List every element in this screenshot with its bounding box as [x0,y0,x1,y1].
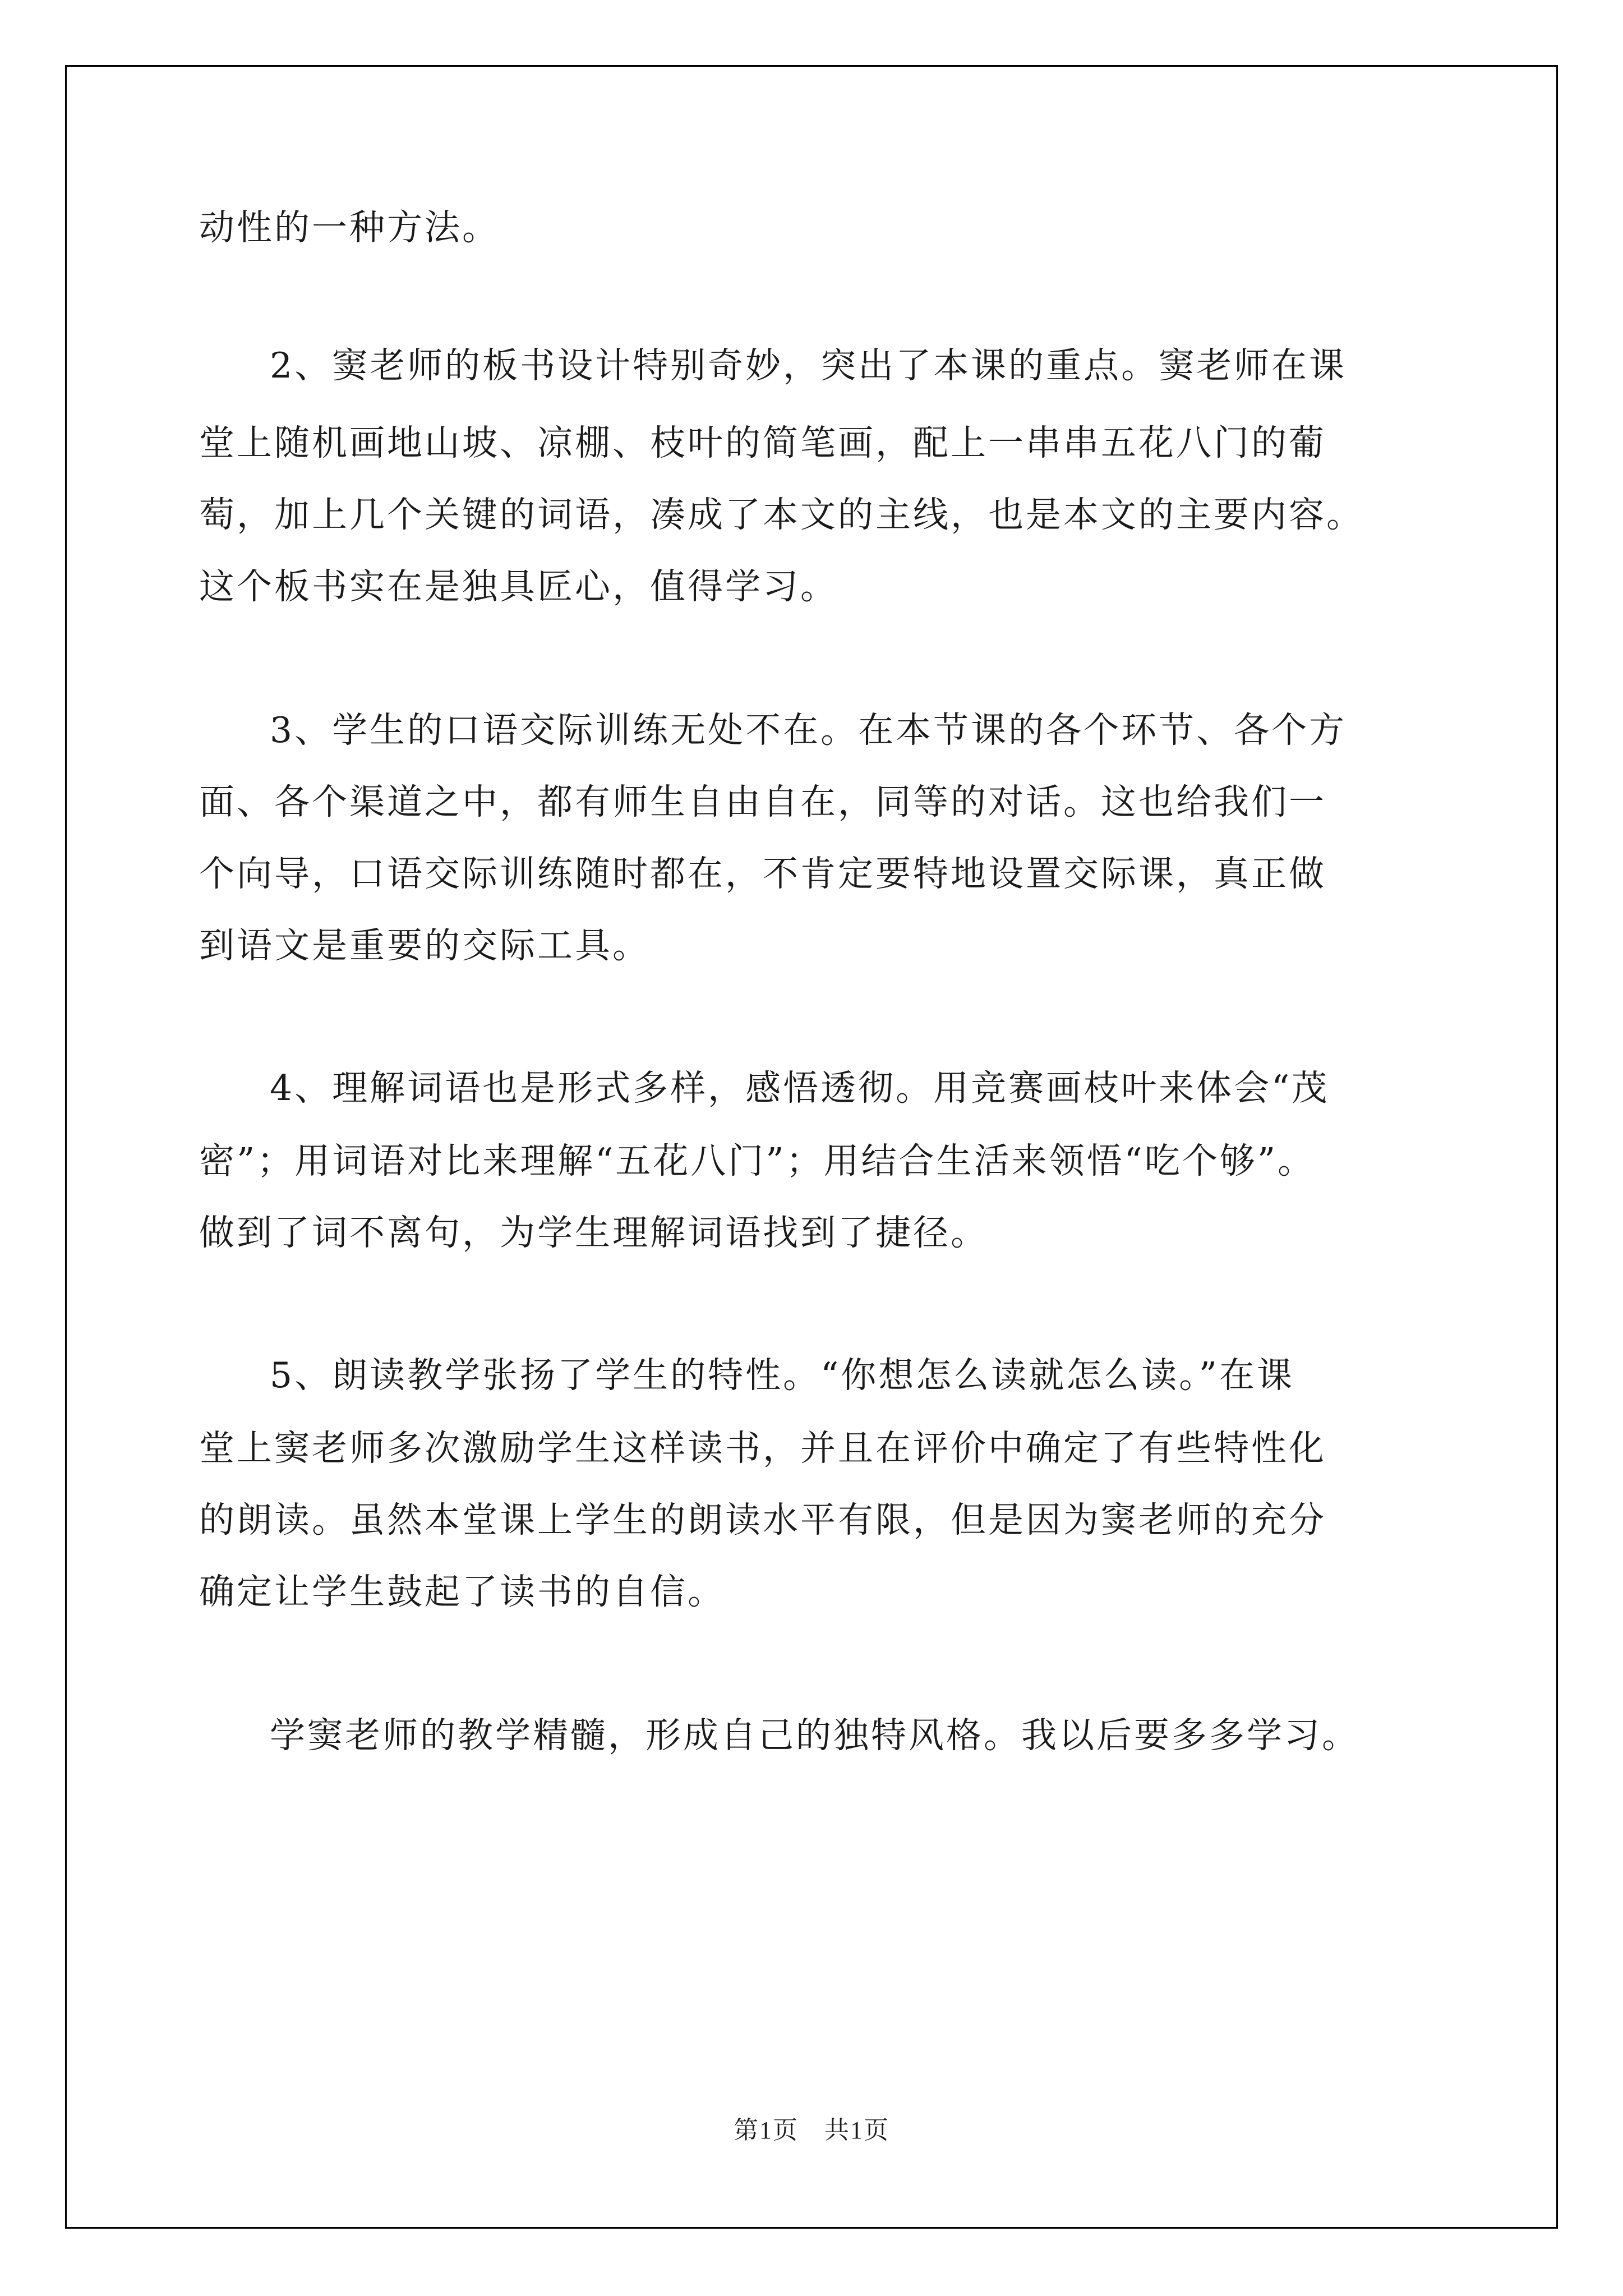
paragraph-line: 的朗读。虽然本堂课上学生的朗读水平有限，但是因为窦老师的充分 [199,1499,1326,1540]
paragraph-line: 这个板书实在是独具匠心，值得学习。 [199,566,838,607]
paragraph-line: 到语文是重要的交际工具。 [199,925,650,966]
paragraph-line: 密”；用词语对比来理解“五花八门”；用结合生活来领悟“吃个够”。 [199,1140,1316,1181]
paragraph-line: 4、理解词语也是形式多样，感悟透彻。用竞赛画枝叶来体会“茂 [270,1068,1330,1108]
paragraph-line: 动性的一种方法。 [199,207,500,248]
paragraph-line: 3、学生的口语交际训练无处不在。在本节课的各个环节、各个方 [270,710,1347,751]
paragraph-line: 萄，加上几个关键的词语，凑成了本文的主线，也是本文的主要内容。 [199,494,1364,535]
paragraph-line: 确定让学生鼓起了读书的自信。 [199,1571,725,1612]
paragraph-line: 学窦老师的教学精髓，形成自己的独特风格。我以后要多多学习。 [270,1715,1359,1756]
paragraph-line: 堂上随机画地山坡、凉棚、枝叶的简笔画，配上一串串五花八门的葡 [199,422,1326,463]
paragraph-line: 5、朗读教学张扬了学生的特性。“你想怎么读就怎么读。”在课 [270,1355,1294,1396]
paragraph-line: 2、窦老师的板书设计特别奇妙，突出了本课的重点。窦老师在课 [270,345,1347,386]
paragraph-line: 个向导，口语交际训练随时都在，不肯定要特地设置交际课，真正做 [199,853,1326,894]
paragraph-line: 堂上窦老师多次激励学生这样读书，并且在评价中确定了有些特性化 [199,1428,1326,1469]
paragraph-line: 面、各个渠道之中，都有师生自由自在，同等的对话。这也给我们一 [199,781,1326,822]
page-number-footer: 第1页 共1页 [734,2116,889,2144]
paragraph-line: 做到了词不离句，为学生理解词语找到了捷径。 [199,1212,988,1253]
